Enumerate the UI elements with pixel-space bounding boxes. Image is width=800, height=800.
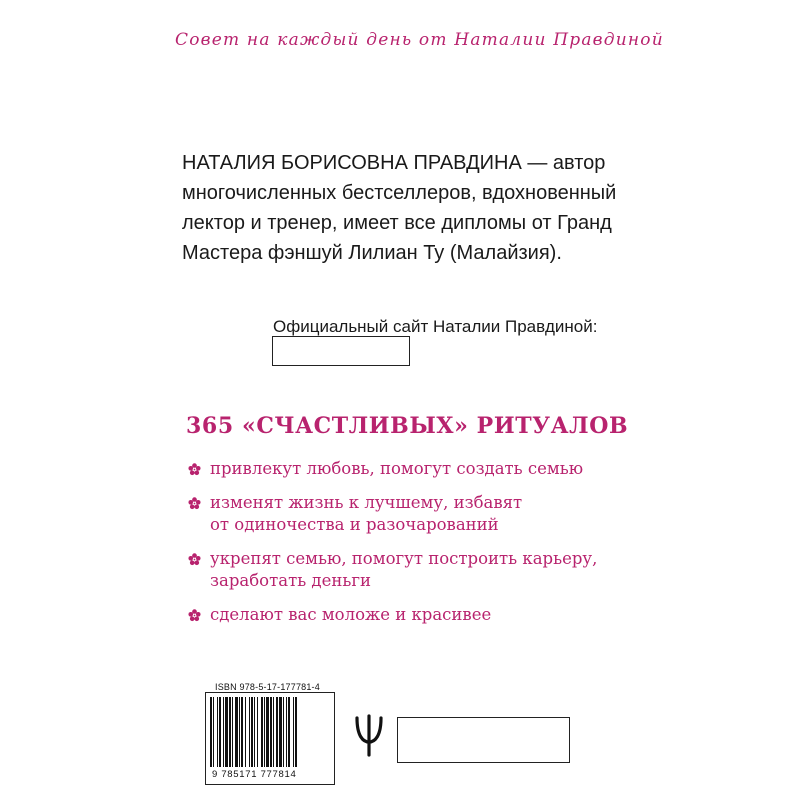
- barcode-bar: [210, 697, 212, 767]
- barcode-bar: [241, 697, 243, 767]
- price-box: [397, 717, 570, 763]
- barcode-bar: [232, 697, 233, 767]
- barcode-bar: [276, 697, 278, 767]
- barcode-bar: [239, 697, 240, 767]
- barcode-bar: [251, 697, 253, 767]
- author-name: НАТАЛИЯ БОРИСОВНА ПРАВДИНА: [182, 152, 522, 174]
- benefit-text: укрепят семью, помогут построить карьеру, заработать деньги: [210, 549, 598, 590]
- flower-icon: [188, 497, 201, 510]
- benefit-item: [186, 548, 626, 592]
- benefit-item: [186, 458, 626, 480]
- isbn-label: ISBN 978-5-17-177781-4: [215, 682, 320, 692]
- barcode-bar: [225, 697, 228, 767]
- rituals-heading: 365 «СЧАСТЛИВЫХ» РИТУАЛОВ: [186, 413, 629, 439]
- series-title: Совет на каждый день от Наталии Правдиной: [175, 30, 664, 50]
- website-box: [272, 336, 410, 366]
- barcode-bar: [213, 697, 214, 767]
- author-bio: [182, 148, 622, 268]
- benefit-text: изменят жизнь к лучшему, избавят от одиночества и разочарований: [210, 493, 523, 534]
- barcode-bar: [235, 697, 238, 767]
- barcode-bar: [249, 697, 250, 767]
- barcode-bar: [217, 697, 218, 767]
- flower-icon: [188, 553, 201, 566]
- barcode-bar: [257, 697, 258, 767]
- barcode-bar: [254, 697, 255, 767]
- barcode-bar: [229, 697, 231, 767]
- barcode-bar: [223, 697, 224, 767]
- benefit-text: привлекут любовь, помогут создать семью: [210, 459, 584, 478]
- author-description: — автор многочисленных бестселлеров, вдохновенный лектор и тренер, имеет все дипломы от Гранд Мастера фэншуй Лилиан Ту (Малайзия).: [182, 152, 617, 264]
- barcode-bar: [261, 697, 263, 767]
- benefit-item: [186, 492, 626, 536]
- barcode-bar: [264, 697, 265, 767]
- barcode-bar: [295, 697, 297, 767]
- barcode-bar: [288, 697, 290, 767]
- flower-icon: [188, 463, 201, 476]
- barcode-bar: [245, 697, 246, 767]
- barcode-bar: [219, 697, 221, 767]
- barcode-bar: [266, 697, 269, 767]
- benefit-text: сделают вас моложе и красивее: [210, 605, 492, 624]
- website-label: Официальный сайт Наталии Правдиной:: [273, 317, 598, 336]
- benefit-item: [186, 604, 626, 626]
- flower-icon: [188, 609, 201, 622]
- barcode-bar: [293, 697, 294, 767]
- barcode-bar: [273, 697, 274, 767]
- barcode-bar: [286, 697, 287, 767]
- barcode-bar: [283, 697, 284, 767]
- barcode-bar: [279, 697, 282, 767]
- psi-icon: [352, 712, 386, 758]
- barcode-digits: 9 785171 777814: [212, 769, 297, 780]
- barcode-bar: [270, 697, 272, 767]
- benefits-list: [186, 458, 626, 638]
